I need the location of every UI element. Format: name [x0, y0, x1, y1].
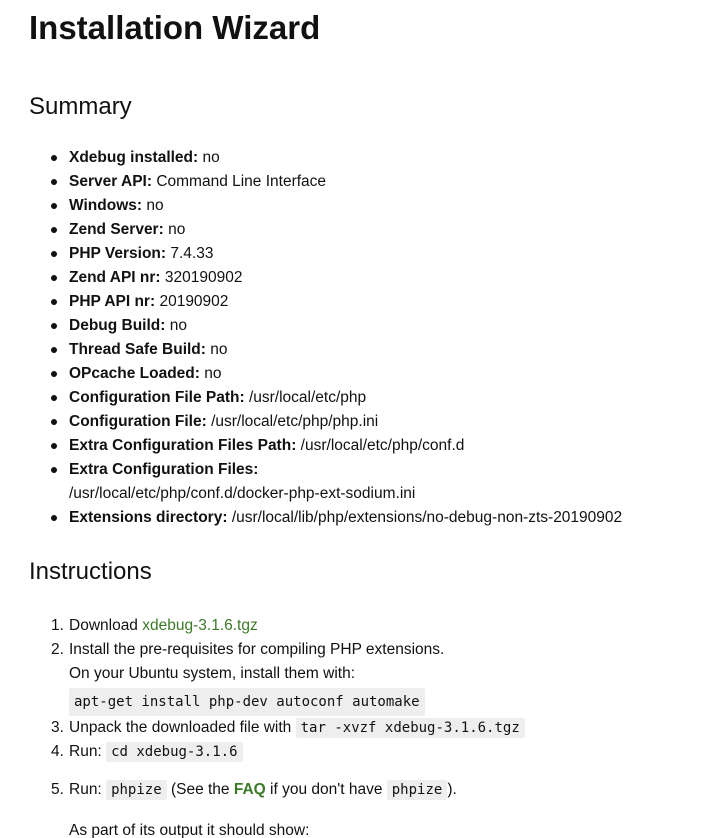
summary-item	[29, 314, 689, 338]
summary-label: Configuration File Path:	[69, 389, 245, 406]
summary-value: 7.4.33	[170, 245, 214, 262]
summary-value: /usr/local/etc/php/conf.d	[300, 437, 465, 454]
bullet-icon	[51, 203, 57, 209]
summary-value: /usr/local/etc/php	[248, 389, 367, 406]
summary-item	[29, 242, 689, 266]
step-number: 4.	[51, 743, 64, 760]
summary-value: no	[202, 149, 220, 166]
step-number: 5.	[51, 781, 64, 798]
step-number: 3.	[51, 719, 64, 736]
summary-value: 20190902	[159, 293, 229, 310]
summary-value: no	[168, 221, 186, 238]
summary-value: no	[146, 197, 164, 214]
step-text: Unpack the downloaded file with	[69, 719, 296, 736]
summary-label: Configuration File:	[69, 413, 207, 430]
bullet-icon	[51, 179, 57, 185]
summary-value: /usr/local/etc/php/php.ini	[211, 413, 379, 430]
step-text: Run:	[69, 781, 107, 798]
summary-heading: Summary	[29, 93, 132, 120]
bullet-icon	[51, 155, 57, 161]
summary-value: 320190902	[164, 269, 243, 286]
code-snippet: cd xdebug-3.1.6	[106, 742, 242, 762]
summary-label: PHP API nr:	[69, 293, 156, 310]
step-number: 2.	[51, 641, 64, 658]
summary-label: Extra Configuration Files Path:	[69, 437, 297, 454]
summary-item	[29, 362, 689, 386]
step-text: if you don't have	[265, 781, 387, 798]
code-snippet: apt-get install php-dev autoconf automake	[69, 688, 425, 716]
step-subtext: On your Ubuntu system, install them with:	[69, 665, 356, 682]
bullet-icon	[51, 443, 57, 449]
summary-item	[29, 146, 689, 170]
step-text: Download	[69, 617, 143, 634]
bullet-icon	[51, 371, 57, 377]
summary-value: /usr/local/lib/php/extensions/no-debug-non-zts-20190902	[231, 509, 623, 526]
summary-item	[29, 194, 689, 218]
summary-label: Zend Server:	[69, 221, 164, 238]
step-text: ).	[447, 781, 457, 798]
summary-label: Thread Safe Build:	[69, 341, 206, 358]
instructions-list	[29, 614, 689, 838]
summary-value: no	[169, 317, 187, 334]
summary-item	[29, 458, 689, 506]
code-snippet: phpize	[106, 780, 167, 800]
step-text: (See the	[166, 781, 234, 798]
summary-item	[29, 338, 689, 362]
page-title: Installation Wizard	[29, 9, 321, 46]
faq-link[interactable]: FAQ	[233, 781, 266, 798]
summary-value: /usr/local/etc/php/conf.d/docker-php-ext-sodium.ini	[69, 485, 416, 502]
summary-label: Debug Build:	[69, 317, 166, 334]
summary-value: no	[210, 341, 228, 358]
instruction-step-4	[29, 740, 689, 764]
instruction-step-5	[29, 778, 689, 838]
step-text: Run:	[69, 743, 107, 760]
bullet-icon	[51, 227, 57, 233]
bullet-icon	[51, 467, 57, 473]
instruction-step-3	[29, 716, 689, 740]
summary-label: Server API:	[69, 173, 152, 190]
bullet-icon	[51, 299, 57, 305]
step-text: Install the pre-requisites for compiling PHP extensions.	[69, 641, 445, 658]
bullet-icon	[51, 251, 57, 257]
summary-label: OPcache Loaded:	[69, 365, 200, 382]
bullet-icon	[51, 419, 57, 425]
instructions-heading: Instructions	[29, 558, 152, 585]
summary-value: Command Line Interface	[156, 173, 327, 190]
code-snippet: phpize	[387, 780, 448, 800]
bullet-icon	[51, 395, 57, 401]
summary-label: Windows:	[69, 197, 143, 214]
instruction-step-1	[29, 614, 689, 638]
summary-item	[29, 434, 689, 458]
bullet-icon	[51, 323, 57, 329]
summary-item	[29, 290, 689, 314]
code-snippet: tar -xvzf xdebug-3.1.6.tgz	[296, 718, 525, 738]
summary-list	[29, 146, 689, 530]
summary-item	[29, 218, 689, 242]
summary-label: Zend API nr:	[69, 269, 161, 286]
summary-item	[29, 266, 689, 290]
bullet-icon	[51, 275, 57, 281]
bullet-icon	[51, 347, 57, 353]
summary-label: Extra Configuration Files:	[69, 461, 259, 478]
step-number: 1.	[51, 617, 64, 634]
summary-item	[29, 170, 689, 194]
bullet-icon	[51, 515, 57, 521]
instruction-step-2	[29, 638, 689, 716]
download-link[interactable]: xdebug-3.1.6.tgz	[142, 617, 258, 634]
summary-label: Extensions directory:	[69, 509, 228, 526]
summary-item	[29, 386, 689, 410]
summary-item	[29, 506, 689, 530]
summary-label: PHP Version:	[69, 245, 167, 262]
summary-item	[29, 410, 689, 434]
summary-value: no	[204, 365, 222, 382]
step-output-note: As part of its output it should show:	[69, 822, 310, 838]
summary-label: Xdebug installed:	[69, 149, 199, 166]
